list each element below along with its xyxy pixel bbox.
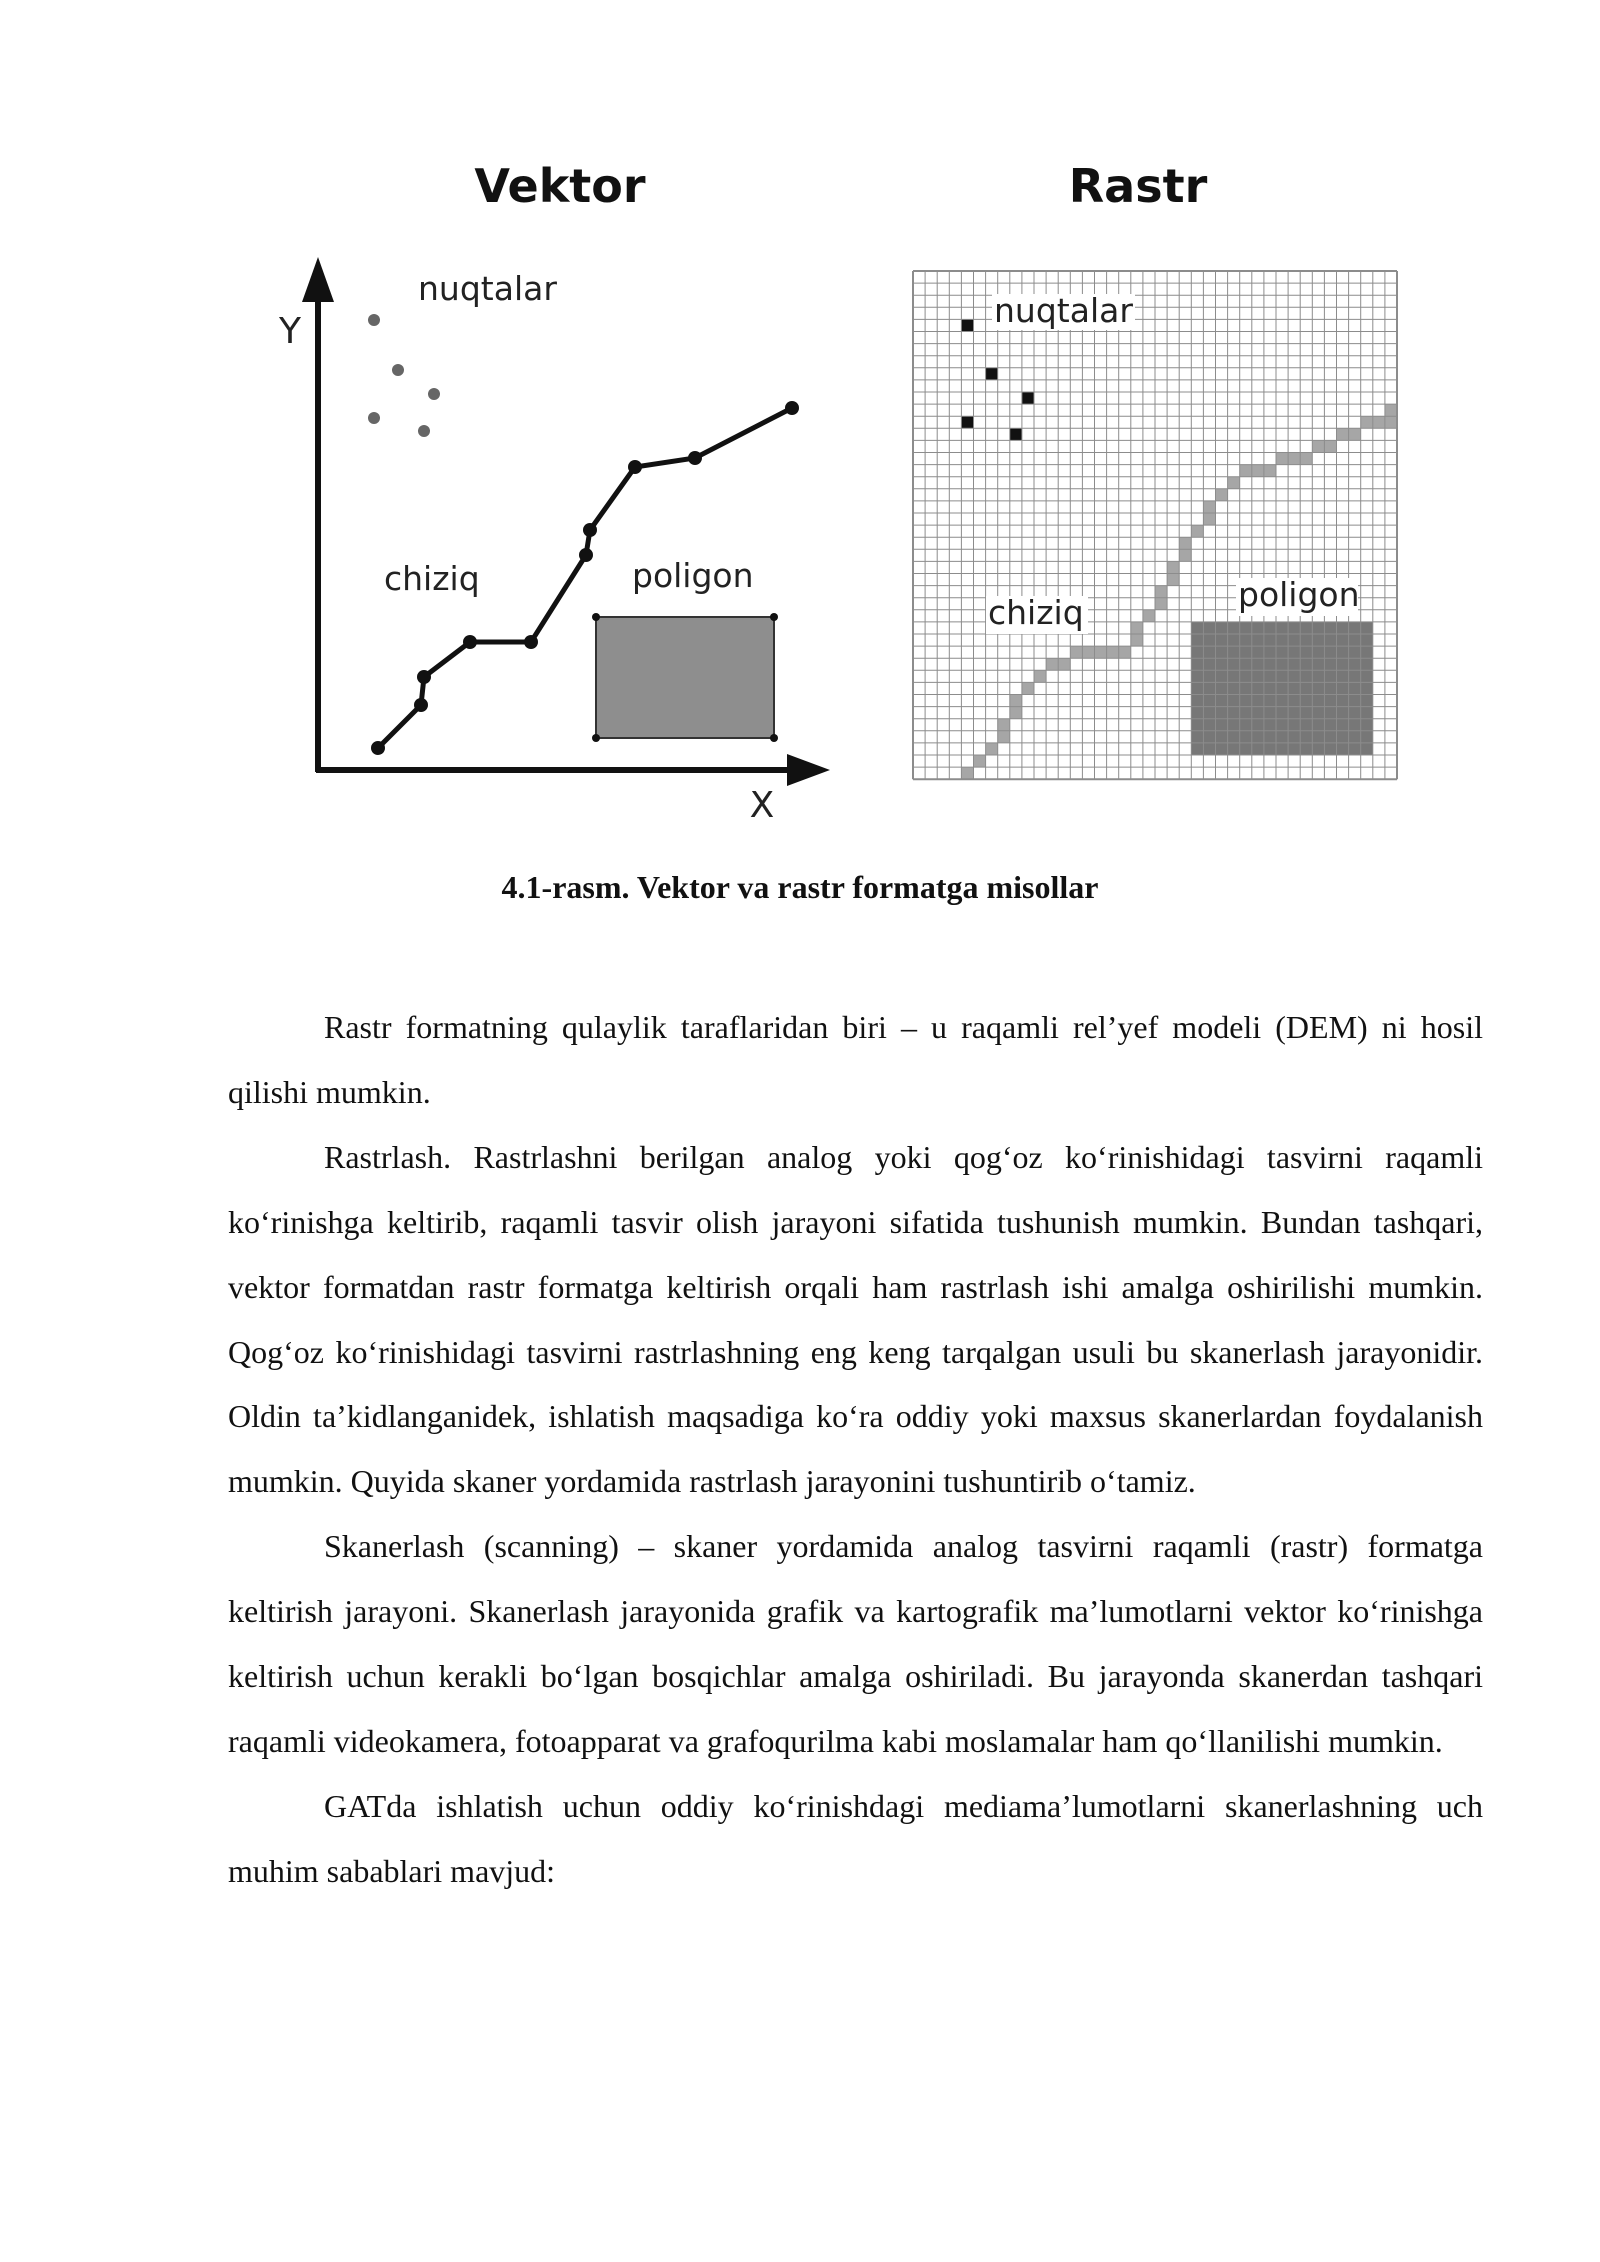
raster-polygon-cell [1240, 695, 1252, 707]
y-axis-label: Y [279, 311, 301, 352]
raster-line-cell [1095, 646, 1107, 658]
raster-line-cell [1022, 682, 1034, 694]
raster-polygon-cell [1264, 743, 1276, 755]
raster-line-cell [1312, 440, 1324, 452]
raster-line-cell [1107, 646, 1119, 658]
x-axis-arrow-icon [787, 754, 830, 786]
raster-polygon-cell [1276, 622, 1288, 634]
vector-point [368, 412, 380, 424]
raster-polygon-cell [1252, 682, 1264, 694]
raster-polygon-cell [1252, 743, 1264, 755]
raster-polygon-cell [1252, 658, 1264, 670]
raster-polygon-cell [1240, 658, 1252, 670]
raster-line-cell [1131, 634, 1143, 646]
raster-polygon-cell [1264, 670, 1276, 682]
raster-polygon-cell [1361, 707, 1373, 719]
raster-point-cell [961, 416, 973, 428]
vector-vertex [592, 734, 600, 742]
raster-polygon-cell [1203, 695, 1215, 707]
raster-polygon-cell [1228, 634, 1240, 646]
raster-polygon-cell [1349, 658, 1361, 670]
raster-line-cell [1119, 646, 1131, 658]
vector-vertex [785, 401, 799, 415]
raster-line-cell [1385, 404, 1397, 416]
vector-title: Vektor [474, 159, 646, 213]
raster-polygon-cell [1264, 695, 1276, 707]
raster-polygon-cell [1203, 634, 1215, 646]
raster-polygon-cell [1361, 682, 1373, 694]
raster-polygon-cell [1361, 622, 1373, 634]
raster-polygon-cell [1288, 682, 1300, 694]
raster-point-cell [1022, 392, 1034, 404]
raster-polygon-cell [1216, 731, 1228, 743]
raster-title: Rastr [1068, 159, 1208, 213]
raster-polygon-cell [1216, 670, 1228, 682]
raster-polygon-cell [1349, 707, 1361, 719]
raster-polygon-cell [1324, 658, 1336, 670]
raster-polygon-cell [1240, 719, 1252, 731]
raster-polygon-cell [1349, 646, 1361, 658]
raster-polygon-cell [1216, 719, 1228, 731]
paragraph: Rastrlash. Rastrlashni berilgan analog yoki qog‘oz ko‘rinishidagi tasvirni raqamli ko‘rinishga keltirib, raqamli tasvir olish jarayoni sifatida tushunish mumkin. Bundan tashqari, vektor formatdan rastr formatga keltirish orqali ham rastrlash ishi amalga oshirilishi mumkin. Qog‘oz ko‘rinishidagi tasvirni rastrlashning eng keng tarqalgan usuli bu skanerlash jarayonidir. Oldin ta’kidlanganidek, ishlatish maqsadiga ko‘ra oddiy yoki maxsus skanerlardan foydalanish mumkin. Quyida skaner yordamida rastrlash jarayonini tushuntirib o‘tamiz. [228, 1138, 1483, 1500]
raster-polygon-cell [1191, 719, 1203, 731]
raster-polygon-cell [1252, 707, 1264, 719]
raster-line-cell [1179, 549, 1191, 561]
vector-vertex [592, 613, 600, 621]
body-text [228, 995, 1483, 1904]
vector-point [428, 388, 440, 400]
raster-polygon-cell [1324, 719, 1336, 731]
raster-polygon-cell [1288, 658, 1300, 670]
raster-polygon-cell [1240, 682, 1252, 694]
vector-vertex [583, 523, 597, 537]
raster-polygon-cell [1349, 634, 1361, 646]
raster-polygon-cell [1312, 695, 1324, 707]
raster-polygon-cell [1276, 658, 1288, 670]
raster-polygon-cell [1324, 707, 1336, 719]
raster-polygon-cell [1312, 622, 1324, 634]
raster-polygon-cell [1264, 707, 1276, 719]
raster-polygon-cell [1288, 670, 1300, 682]
vector-point [368, 314, 380, 326]
raster-polygon-cell [1300, 707, 1312, 719]
raster-polygon-cell [1203, 743, 1215, 755]
raster-polygon-cell [1288, 707, 1300, 719]
raster-polygon-cell [1337, 707, 1349, 719]
raster-polygon-cell [1252, 646, 1264, 658]
raster-line-cell [1337, 428, 1349, 440]
raster-polygon-cell [1349, 743, 1361, 755]
vector-line-label: chiziq [384, 559, 480, 598]
raster-line-cell [998, 719, 1010, 731]
raster-polygon-cell [1264, 622, 1276, 634]
raster-polygon-cell [1361, 634, 1373, 646]
raster-polygon-cell [1264, 719, 1276, 731]
raster-polygon-cell [1276, 731, 1288, 743]
raster-polygon-cell [1216, 682, 1228, 694]
x-axis-label: X [749, 785, 775, 826]
raster-polygon-cell [1252, 670, 1264, 682]
raster-panel [913, 159, 1397, 779]
raster-polygon-cell [1312, 646, 1324, 658]
raster-line-cell [1155, 586, 1167, 598]
raster-polygon-cell [1288, 646, 1300, 658]
raster-line-cell [998, 731, 1010, 743]
raster-line-cell [1058, 658, 1070, 670]
raster-polygon-cell [1191, 682, 1203, 694]
raster-polygon-cell [1312, 707, 1324, 719]
raster-point-cell [1010, 428, 1022, 440]
raster-polygon-cell [1361, 719, 1373, 731]
raster-polygon-cell [1252, 634, 1264, 646]
raster-line-cell [1070, 646, 1082, 658]
raster-polygon-cell [1203, 622, 1215, 634]
raster-polygon-cell [1312, 682, 1324, 694]
raster-polygon-cell [1276, 682, 1288, 694]
raster-polygon-cell [1300, 743, 1312, 755]
y-axis-arrow-icon [302, 257, 334, 302]
raster-point-cell [986, 368, 998, 380]
raster-polygon-cell [1264, 682, 1276, 694]
vector-vertex [524, 635, 538, 649]
raster-polygon-cell [1324, 743, 1336, 755]
raster-line-cell [1155, 598, 1167, 610]
raster-polygon-cell [1300, 634, 1312, 646]
raster-polygon-cell [1337, 646, 1349, 658]
raster-polygon-cell [1216, 695, 1228, 707]
raster-polygon-cell [1288, 743, 1300, 755]
raster-line-cell [974, 755, 986, 767]
raster-polygon-cell [1349, 670, 1361, 682]
raster-line-cell [1046, 658, 1058, 670]
raster-polygon-cell [1216, 743, 1228, 755]
raster-polygon-cell [1191, 731, 1203, 743]
raster-polygon-cell [1337, 682, 1349, 694]
raster-polygon-cell [1312, 731, 1324, 743]
vector-points-label: nuqtalar [418, 269, 557, 308]
vector-vertex [628, 460, 642, 474]
raster-line-cell [1276, 453, 1288, 465]
raster-polygon-cell [1203, 731, 1215, 743]
raster-polygon-cell [1216, 707, 1228, 719]
raster-polygon-cell [1228, 719, 1240, 731]
raster-polygon-cell [1264, 731, 1276, 743]
raster-polygon-cell [1361, 731, 1373, 743]
raster-polygon-cell [1264, 646, 1276, 658]
vector-vertex [770, 734, 778, 742]
raster-polygon-cell [1191, 743, 1203, 755]
raster-polygon-cell [1191, 658, 1203, 670]
raster-polygon-cell [1216, 634, 1228, 646]
vector-vertex [688, 451, 702, 465]
raster-line-cell [1167, 574, 1179, 586]
raster-polygon-cell [1361, 695, 1373, 707]
paragraph: GATda ishlatish uchun oddiy ko‘rinishdagi mediama’lumotlarni skanerlashning uch muhim sabablari mavjud: [228, 1787, 1483, 1889]
raster-polygon-cell [1349, 682, 1361, 694]
raster-polygon-cell [1300, 658, 1312, 670]
raster-polygon-cell [1240, 670, 1252, 682]
raster-line-cell [986, 743, 998, 755]
raster-polygon-cell [1300, 682, 1312, 694]
raster-polygon-cell [1216, 658, 1228, 670]
raster-polygon-cell [1203, 682, 1215, 694]
raster-grid [913, 271, 1397, 779]
raster-polygon-cell [1191, 695, 1203, 707]
raster-line-cell [1216, 489, 1228, 501]
raster-polygon-cell [1337, 743, 1349, 755]
raster-polygon-cell [1228, 658, 1240, 670]
raster-line-cell [1167, 561, 1179, 573]
raster-line-cell [1179, 537, 1191, 549]
raster-polygon-cell [1276, 743, 1288, 755]
raster-polygon-cell [1324, 646, 1336, 658]
raster-polygon-cell [1264, 634, 1276, 646]
raster-polygon-cell [1312, 658, 1324, 670]
raster-polygon-cell [1203, 670, 1215, 682]
raster-polygon-cell [1361, 743, 1373, 755]
raster-polygon-cell [1240, 634, 1252, 646]
raster-polygon-cell [1337, 695, 1349, 707]
vector-polygon-label: poligon [632, 556, 754, 595]
raster-line-cell [961, 767, 973, 779]
raster-polygon-cell [1361, 646, 1373, 658]
raster-polygon-cell [1228, 743, 1240, 755]
raster-polygon-cell [1240, 646, 1252, 658]
raster-polygon-cell [1288, 731, 1300, 743]
raster-line-cell [1131, 622, 1143, 634]
raster-polygon-cell [1252, 731, 1264, 743]
raster-line-cell [1373, 416, 1385, 428]
vector-vertex [463, 635, 477, 649]
raster-polygon-cell [1228, 682, 1240, 694]
raster-polygon-cell [1361, 670, 1373, 682]
raster-polygon-cell [1228, 707, 1240, 719]
raster-polygon-cell [1300, 695, 1312, 707]
vector-vertex [770, 613, 778, 621]
raster-polygon-cell [1191, 634, 1203, 646]
raster-line-cell [1010, 695, 1022, 707]
raster-polygon-cell [1312, 634, 1324, 646]
raster-polygon-label: poligon [1238, 575, 1360, 614]
raster-polygon-cell [1203, 707, 1215, 719]
raster-polygon-cell [1324, 634, 1336, 646]
vector-point [418, 425, 430, 437]
raster-polygon-cell [1276, 670, 1288, 682]
vector-points [368, 314, 440, 437]
raster-polygon-cell [1312, 743, 1324, 755]
vector-vertex [414, 698, 428, 712]
raster-polygon-cell [1337, 658, 1349, 670]
raster-polygon-cell [1349, 695, 1361, 707]
raster-polygon-cell [1276, 646, 1288, 658]
raster-polygon-cell [1337, 731, 1349, 743]
raster-line-cell [1203, 513, 1215, 525]
raster-polygon-cell [1252, 622, 1264, 634]
paragraph: Rastr formatning qulaylik taraflaridan biri – u raqamli rel’yef modeli (DEM) ni hosil qilishi mumkin. [228, 1009, 1483, 1110]
raster-polygon-cell [1300, 646, 1312, 658]
raster-line-cell [1300, 453, 1312, 465]
vector-polygon [596, 617, 774, 738]
raster-polygon-cell [1240, 707, 1252, 719]
raster-polygon-cell [1203, 658, 1215, 670]
raster-line-cell [1010, 707, 1022, 719]
vector-vertex [579, 548, 593, 562]
vector-point [392, 364, 404, 376]
raster-polygon-cell [1361, 658, 1373, 670]
vector-vertex [417, 670, 431, 684]
raster-polygon-cell [1337, 634, 1349, 646]
vector-panel [278, 159, 830, 826]
raster-polygon-cell [1191, 707, 1203, 719]
vector-vertex [371, 741, 385, 755]
raster-polygon-cell [1228, 622, 1240, 634]
raster-line-cell [1191, 525, 1203, 537]
raster-polygon-cell [1191, 646, 1203, 658]
raster-polygon-cell [1252, 719, 1264, 731]
raster-polygon-cell [1288, 622, 1300, 634]
raster-polygon-cell [1337, 719, 1349, 731]
raster-polygon-cell [1349, 622, 1361, 634]
raster-polygon-cell [1349, 731, 1361, 743]
raster-line-cell [1082, 646, 1094, 658]
paragraph: Skanerlash (scanning) – skaner yordamida analog tasvirni raqamli (rastr) formatga keltirish jarayoni. Skanerlash jarayonida grafik va kartografik ma’lumotlarni vektor ko‘rinishga keltirish uchun kerakli bo‘lgan bosqichlar amalga oshiriladi. Bu jarayonda skanerdan tashqari raqamli videokamera, fotoapparat va grafoqurilma kabi moslamalar ham qo‘llanilishi mumkin. [228, 1528, 1483, 1759]
raster-polygon-cell [1203, 719, 1215, 731]
raster-polygon-cell [1276, 695, 1288, 707]
raster-line-cell [1228, 477, 1240, 489]
raster-point-cell [961, 319, 973, 331]
raster-polygon-cell [1240, 622, 1252, 634]
raster-polygon-cell [1337, 622, 1349, 634]
figure-caption: 4.1-rasm. Vektor va rastr formatga misollar [501, 869, 1099, 905]
raster-polygon-cell [1252, 695, 1264, 707]
raster-line-cell [1034, 670, 1046, 682]
raster-polygon-cell [1240, 731, 1252, 743]
raster-polygon-cell [1216, 646, 1228, 658]
raster-polygon-cell [1300, 622, 1312, 634]
raster-polygon-cell [1276, 707, 1288, 719]
raster-polygon-cell [1337, 670, 1349, 682]
raster-line-cell [1324, 440, 1336, 452]
raster-polygon-cell [1312, 719, 1324, 731]
raster-polygon-cell [1228, 646, 1240, 658]
raster-line-cell [1349, 428, 1361, 440]
raster-line-cell [1264, 465, 1276, 477]
raster-polygon-cell [1288, 695, 1300, 707]
raster-polygon-cell [1300, 731, 1312, 743]
raster-line-cell [1143, 610, 1155, 622]
raster-polygon-cell [1240, 743, 1252, 755]
raster-points-label: nuqtalar [994, 291, 1133, 330]
raster-polygon-cell [1191, 670, 1203, 682]
raster-polygon-cell [1324, 682, 1336, 694]
raster-polygon-cell [1324, 731, 1336, 743]
raster-line-cell [1288, 453, 1300, 465]
raster-polygon-cell [1203, 646, 1215, 658]
raster-polygon-cell [1216, 622, 1228, 634]
raster-polygon-cell [1276, 719, 1288, 731]
raster-polygon-cell [1288, 719, 1300, 731]
raster-polygon-cell [1324, 670, 1336, 682]
raster-polygon-cell [1300, 670, 1312, 682]
raster-polygon-cell [1228, 670, 1240, 682]
raster-polygon-cell [1324, 695, 1336, 707]
raster-polygon-cell [1312, 670, 1324, 682]
raster-polygon-cell [1349, 719, 1361, 731]
raster-polygon-cell [1228, 695, 1240, 707]
raster-line-cell [1361, 416, 1373, 428]
raster-polygon-cell [1264, 658, 1276, 670]
raster-polygon-cell [1276, 634, 1288, 646]
raster-line-cell [1203, 501, 1215, 513]
raster-line-cell [1240, 465, 1252, 477]
raster-polygon-cell [1324, 622, 1336, 634]
raster-line-cell [1252, 465, 1264, 477]
raster-line-label: chiziq [988, 593, 1084, 632]
raster-polygon-cell [1288, 634, 1300, 646]
raster-polygon-cell [1300, 719, 1312, 731]
raster-line-cell [1385, 416, 1397, 428]
raster-polygon-cell [1191, 622, 1203, 634]
raster-polygon-cell [1228, 731, 1240, 743]
vector-raster-figure [0, 0, 1600, 840]
